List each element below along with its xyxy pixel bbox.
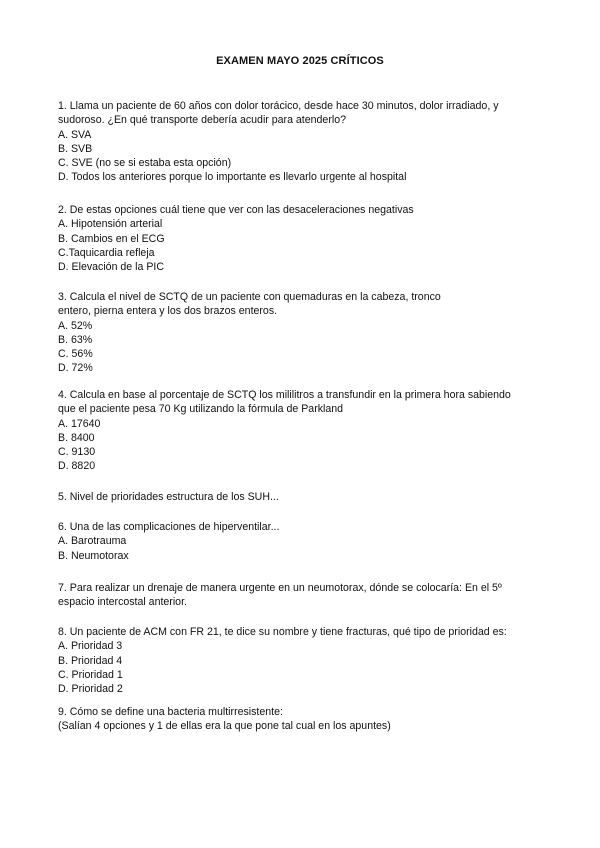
- question-9: [58, 705, 526, 734]
- question-stem-line: 3. Calcula el nivel de SCTQ de un paciente con quemaduras en la cabeza, tronco: [58, 291, 441, 303]
- question-stem-line: que el paciente pesa 70 Kg utilizando la fórmula de Parkland: [58, 403, 344, 416]
- answer-option: C. SVE (no se si estaba esta opción): [58, 157, 232, 170]
- question-stem-line: espacio intercostal anterior.: [58, 596, 187, 609]
- question-stem-line: (Salían 4 opciones y 1 de ellas era la que pone tal cual en los apuntes): [58, 720, 391, 733]
- question-1: [58, 99, 526, 185]
- question-stem-line: 4. Calcula en base al porcentaje de SCTQ los mililitros a transfundir en la primera hora sabiendo: [58, 389, 511, 401]
- answer-option: A. SVA: [58, 128, 92, 141]
- answer-option: B. Cambios en el ECG: [58, 232, 165, 245]
- answer-option: A. 52%: [58, 319, 93, 332]
- answer-option: A. Hipotensión arterial: [58, 218, 163, 231]
- answer-option: B. Neumotorax: [58, 549, 129, 562]
- answer-option: C. Prioridad 1: [58, 668, 123, 681]
- answer-option: C. 9130: [58, 446, 96, 459]
- question-8: [58, 625, 526, 696]
- answer-option: B. 8400: [58, 431, 95, 444]
- question-stem-line: 7. Para realizar un drenaje de manera urgente en un neumotorax, dónde se colocaría: En el 5º: [58, 582, 502, 594]
- question-7: [58, 581, 526, 610]
- question-stem-line: 2. De estas opciones cuál tiene que ver con las desaceleraciones negativas: [58, 204, 414, 216]
- question-stem-line: 1. Llama un paciente de 60 años con dolor torácico, desde hace 30 minutos, dolor irradiado, y: [58, 100, 499, 112]
- question-stem-line: 5. Nivel de prioridades estructura de los SUH...: [58, 491, 279, 503]
- answer-option: D. Todos los anteriores porque lo importante es llevarlo urgente al hospital: [58, 171, 407, 184]
- answer-option: D. 72%: [58, 362, 93, 375]
- exam-title: EXAMEN MAYO 2025 CRÍTICOS: [216, 55, 384, 67]
- answer-option: A. Barotrauma: [58, 535, 127, 548]
- question-2: [58, 203, 526, 274]
- answer-option: C. 56%: [58, 348, 93, 361]
- question-5: [58, 490, 526, 504]
- answer-option: D. Prioridad 2: [58, 683, 123, 696]
- question-4: [58, 388, 526, 474]
- question-3: [58, 290, 526, 376]
- answer-option: A. 17640: [58, 417, 101, 430]
- answer-option: B. 63%: [58, 333, 93, 346]
- question-stem-line: sudoroso. ¿En qué transporte debería acudir para atenderlo?: [58, 114, 346, 127]
- question-stem-line: entero, pierna entera y los dos brazos enteros.: [58, 305, 278, 318]
- question-stem-line: 8. Un paciente de ACM con FR 21, te dice su nombre y tiene fracturas, qué tipo de prioridad es:: [58, 626, 507, 638]
- question-stem-line: 9. Cómo se define una bacteria multirresistente:: [58, 706, 283, 718]
- answer-option: D. 8820: [58, 460, 96, 473]
- question-stem-line: 6. Una de las complicaciones de hiperventilar...: [58, 521, 280, 533]
- answer-option: A. Prioridad 3: [58, 640, 123, 653]
- question-6: [58, 520, 526, 563]
- answer-option: D. Elevación de la PIC: [58, 261, 164, 274]
- answer-option: C.Taquicardia refleja: [58, 246, 155, 259]
- answer-option: B. SVB: [58, 142, 93, 155]
- answer-option: B. Prioridad 4: [58, 654, 123, 667]
